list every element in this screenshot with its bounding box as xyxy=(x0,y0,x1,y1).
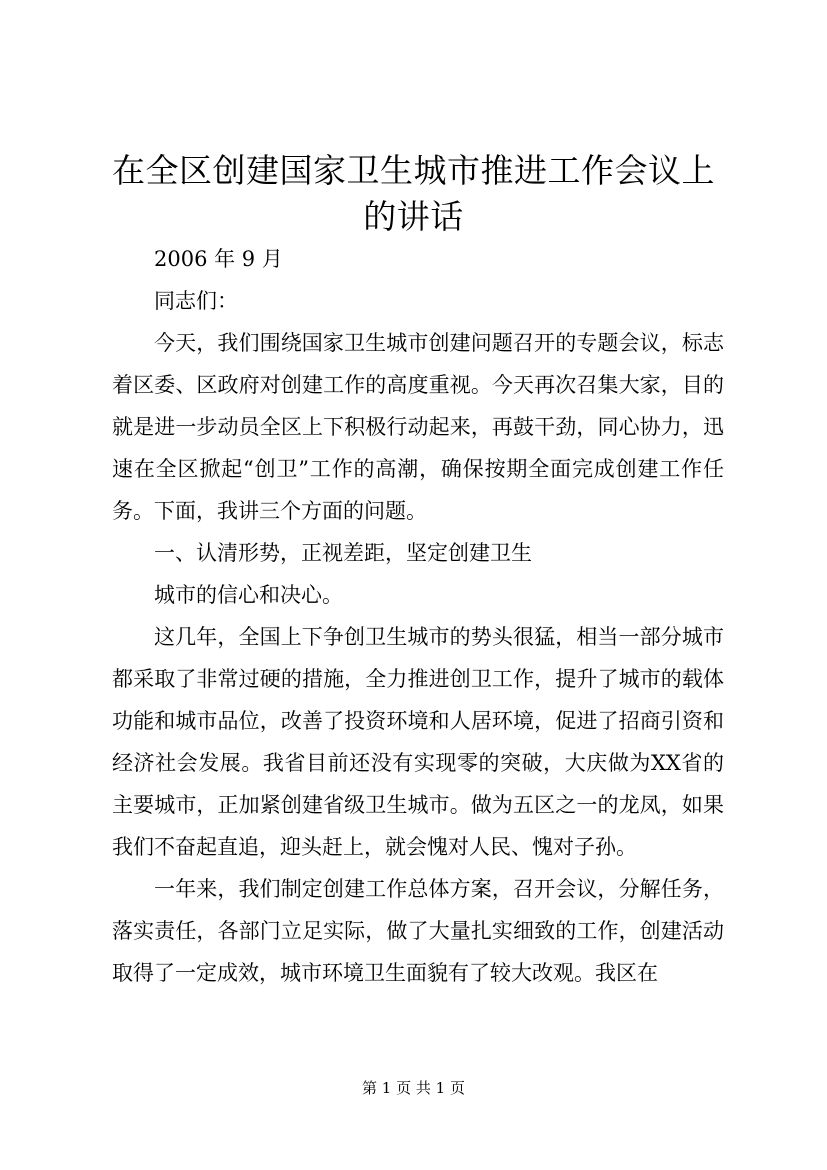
document-date: 2006 年 9 月 xyxy=(154,247,283,271)
section-heading: 一、认清形势，正视差距，坚定创建卫生 xyxy=(154,541,532,565)
body-paragraph: 今天，我们围绕国家卫生城市创建问题召开的专题会议，标志着区委、区政府对创建工作的高度重视。今天再次召集大家，目的就是进一步动员全区上下积极行动起来，再鼓干劲，同心协力，迅速在全区掀起“创卫”工作的高潮，确保按期全面完成创建工作任务。下面，我讲三个方面的问题。 xyxy=(112,331,724,523)
page-number-footer: 第 1 页 共 1 页 xyxy=(362,1079,465,1097)
document-title: 在全区创建国家卫生城市推进工作会议上的讲话 xyxy=(112,151,715,236)
salutation: 同志们： xyxy=(154,289,238,313)
body-paragraph: 一年来，我们制定创建工作总体方案，召开会议，分解任务，落实责任，各部门立足实际，做了大量扎实细致的工作，创建活动取得了一定成效，城市环境卫生面貌有了较大改观。我区在 xyxy=(112,877,724,985)
section-heading-continued: 城市的信心和决心。 xyxy=(154,583,343,607)
document-body xyxy=(112,238,724,994)
body-paragraph: 这几年，全国上下争创卫生城市的势头很猛，相当一部分城市都采取了非常过硬的措施，全力推进创卫工作，提升了城市的载体功能和城市品位，改善了投资环境和人居环境，促进了招商引资和经济社会发展。我省目前还没有实现零的突破，大庆做为XX省的主要城市，正加紧创建省级卫生城市。做为五区之一的龙凤，如果我们不奋起直追，迎头赶上，就会愧对人民、愧对子孙。 xyxy=(112,625,724,859)
